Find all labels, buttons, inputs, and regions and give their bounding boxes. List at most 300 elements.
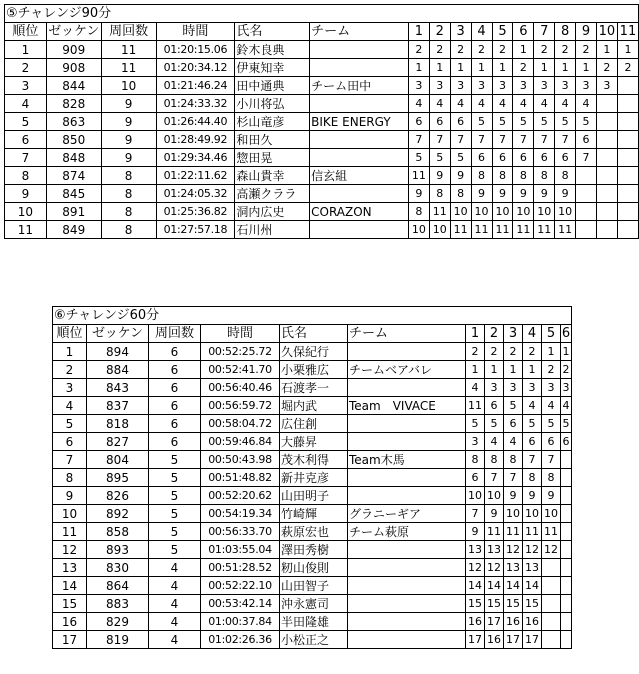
table-cell: 2	[513, 59, 534, 77]
table-cell: 7	[429, 131, 450, 149]
table-cell	[561, 595, 572, 613]
table-cell: 3	[492, 77, 513, 95]
table-row	[5, 77, 639, 95]
table-cell: 3	[429, 77, 450, 95]
table-cell: 10	[408, 221, 429, 239]
table-cell: 高瀬クララ	[235, 185, 310, 203]
table-cell: 2	[429, 41, 450, 59]
table-cell: 10	[429, 221, 450, 239]
table-row	[53, 415, 572, 433]
table-cell: 3	[561, 379, 572, 397]
table-cell: 11	[492, 221, 513, 239]
table-cell: 5	[429, 149, 450, 167]
table-cell: 8	[101, 221, 156, 239]
table-cell: 6	[408, 113, 429, 131]
table-cell: 6	[485, 397, 504, 415]
column-header: 11	[617, 23, 638, 41]
table-cell: 久保紀行	[280, 343, 348, 361]
table-cell: 2	[576, 41, 597, 59]
table-cell: 00:58:04.72	[201, 415, 280, 433]
table-cell: 4	[466, 379, 485, 397]
table-cell: 9	[513, 185, 534, 203]
table-cell: 909	[46, 41, 101, 59]
column-header: 2	[429, 23, 450, 41]
table-cell: 1	[534, 59, 555, 77]
table-cell: 11	[5, 221, 47, 239]
table-cell: チーム萩原	[348, 523, 466, 541]
table-cell: 15	[523, 595, 542, 613]
table-cell: 小栗雅広	[280, 361, 348, 379]
table-cell: チームベアバレ	[348, 361, 466, 379]
table-cell	[576, 221, 597, 239]
table-cell: 2	[596, 59, 617, 77]
table-cell: 10	[471, 203, 492, 221]
table-cell: 3	[576, 77, 597, 95]
table-cell: 9	[101, 95, 156, 113]
table-cell	[576, 203, 597, 221]
table-cell: 9	[429, 167, 450, 185]
table-cell: 7	[513, 131, 534, 149]
table-cell	[596, 221, 617, 239]
table-cell: 5	[149, 487, 201, 505]
table-cell	[617, 167, 638, 185]
table-row	[53, 613, 572, 631]
table-cell: 1	[523, 361, 542, 379]
table-cell: 819	[87, 631, 149, 649]
table-cell: 堀内武	[280, 397, 348, 415]
table-cell: 鈴木良典	[235, 41, 310, 59]
table-cell: 00:53:42.14	[201, 595, 280, 613]
table-cell: 892	[87, 505, 149, 523]
table-cell: 8	[485, 451, 504, 469]
column-header: 時間	[156, 23, 235, 41]
table2-header-row	[53, 325, 572, 343]
table-cell	[348, 433, 466, 451]
table-cell: 6	[450, 113, 471, 131]
table-cell: 1	[450, 59, 471, 77]
table-cell: 10	[485, 487, 504, 505]
table-cell: 和田久	[235, 131, 310, 149]
table-row	[53, 433, 572, 451]
table1-title: ⑤チャレンジ90分	[5, 5, 639, 23]
table-cell: 11	[101, 41, 156, 59]
column-header: 6	[513, 23, 534, 41]
table-cell: 827	[87, 433, 149, 451]
table-cell: 10	[101, 77, 156, 95]
table-cell: 6	[466, 469, 485, 487]
table-cell: 830	[87, 559, 149, 577]
table-cell: 6	[429, 113, 450, 131]
table-cell: 11	[471, 221, 492, 239]
table-cell: 11	[450, 221, 471, 239]
column-header: 7	[534, 23, 555, 41]
table-cell: 2	[534, 41, 555, 59]
table-cell: 5	[450, 149, 471, 167]
table-cell: 3	[513, 77, 534, 95]
table-cell: 9	[5, 185, 47, 203]
table-cell: 1	[429, 59, 450, 77]
column-header: 5	[492, 23, 513, 41]
table-cell: 10	[513, 203, 534, 221]
table-cell: 01:20:34.12	[156, 59, 235, 77]
table-cell: 15	[53, 595, 87, 613]
table-cell	[617, 185, 638, 203]
table-cell	[561, 487, 572, 505]
column-header: 時間	[201, 325, 280, 343]
column-header: 3	[450, 23, 471, 41]
table-cell: 8	[101, 167, 156, 185]
table-cell: 2	[408, 41, 429, 59]
table-cell: 洞内広史	[235, 203, 310, 221]
table-cell: 8	[5, 167, 47, 185]
table-cell: 00:59:46.84	[201, 433, 280, 451]
table-cell: 石川州	[235, 221, 310, 239]
table-cell	[310, 41, 409, 59]
table-cell	[348, 415, 466, 433]
table-cell: 4	[492, 95, 513, 113]
table-cell: 01:26:44.40	[156, 113, 235, 131]
table-cell	[561, 631, 572, 649]
table-cell: 6	[149, 361, 201, 379]
table-cell: 4	[53, 397, 87, 415]
table-cell: 843	[87, 379, 149, 397]
table-cell: 5	[149, 469, 201, 487]
table-cell: 17	[466, 631, 485, 649]
table-cell: 874	[46, 167, 101, 185]
table-cell: 3	[555, 77, 576, 95]
table-cell: 1	[53, 343, 87, 361]
table-cell: 3	[523, 379, 542, 397]
table-cell: 11	[485, 523, 504, 541]
table-cell: 4	[149, 559, 201, 577]
table-cell: 5	[149, 451, 201, 469]
table-cell	[617, 203, 638, 221]
table-cell: 845	[46, 185, 101, 203]
table-row	[53, 487, 572, 505]
column-header: ゼッケン	[48, 23, 100, 39]
table-cell: 14	[466, 577, 485, 595]
table1-header-row	[5, 23, 639, 41]
table-cell: 5	[471, 113, 492, 131]
table-cell: 828	[46, 95, 101, 113]
table-cell: 惣田晃	[235, 149, 310, 167]
table-cell: 17	[504, 631, 523, 649]
table-cell: 広住創	[280, 415, 348, 433]
table-cell: 837	[87, 397, 149, 415]
table-cell: 10	[450, 203, 471, 221]
table-cell: 4	[471, 95, 492, 113]
table-cell: 891	[46, 203, 101, 221]
table-cell: 16	[523, 613, 542, 631]
table-cell: 10	[542, 505, 561, 523]
table-cell: 883	[87, 595, 149, 613]
table-row	[53, 523, 572, 541]
table-cell: 2	[5, 59, 47, 77]
table-cell	[596, 131, 617, 149]
table-cell: 9	[542, 487, 561, 505]
table-cell: 16	[485, 631, 504, 649]
table-cell: 01:22:11.62	[156, 167, 235, 185]
table-cell: 3	[485, 379, 504, 397]
table-cell: 6	[542, 433, 561, 451]
table-cell: 01:27:57.18	[156, 221, 235, 239]
table-cell: 13	[485, 541, 504, 559]
table-cell	[542, 595, 561, 613]
table-cell: 12	[523, 541, 542, 559]
table-cell: 12	[53, 541, 87, 559]
table-cell	[310, 149, 409, 167]
table-cell: 9	[504, 487, 523, 505]
table-cell: 01:25:36.82	[156, 203, 235, 221]
table-cell: 2	[542, 361, 561, 379]
table-cell	[596, 167, 617, 185]
table-cell: 5	[485, 415, 504, 433]
table-cell: 16	[504, 613, 523, 631]
table-row	[5, 167, 639, 185]
table-cell: 6	[523, 433, 542, 451]
table-row	[5, 59, 639, 77]
table-cell: 01:29:34.46	[156, 149, 235, 167]
table-cell	[561, 505, 572, 523]
table-cell: 9	[101, 113, 156, 131]
column-header: 9	[576, 23, 597, 41]
table-cell	[561, 613, 572, 631]
table-cell: 5	[53, 415, 87, 433]
table-cell: 01:24:33.32	[156, 95, 235, 113]
table-cell: 10	[53, 505, 87, 523]
table-cell: 908	[46, 59, 101, 77]
table-row	[5, 131, 639, 149]
table-cell	[348, 379, 466, 397]
table-cell: 石渡孝一	[280, 379, 348, 397]
table-cell: 00:52:20.62	[201, 487, 280, 505]
table-cell: 7	[471, 131, 492, 149]
column-header: チーム	[348, 325, 466, 343]
table-cell: 4	[5, 95, 47, 113]
table-cell: 10	[504, 505, 523, 523]
table-cell: 11	[542, 523, 561, 541]
table-cell: 4	[561, 397, 572, 415]
table-cell: 2	[492, 41, 513, 59]
table-cell	[576, 185, 597, 203]
table-cell: 13	[504, 559, 523, 577]
table-row	[53, 469, 572, 487]
results-table-90min	[4, 4, 639, 239]
table-cell: 10	[492, 203, 513, 221]
table-cell: 1	[542, 343, 561, 361]
table-cell: 804	[87, 451, 149, 469]
table-cell: 14	[53, 577, 87, 595]
table-cell: 895	[87, 469, 149, 487]
table-cell: 6	[576, 131, 597, 149]
table-cell: 1	[485, 361, 504, 379]
table-cell: 5	[149, 505, 201, 523]
column-header: 3	[504, 325, 523, 343]
table-cell: 8	[504, 451, 523, 469]
table-cell: 4	[504, 433, 523, 451]
table-cell: グラニーギア	[348, 505, 466, 523]
column-header: 周回数	[149, 325, 201, 343]
table-cell: 1	[576, 59, 597, 77]
table-cell	[542, 613, 561, 631]
table-cell	[542, 559, 561, 577]
table-cell: 12	[504, 541, 523, 559]
table-cell: 2	[466, 343, 485, 361]
table-cell: 9	[523, 487, 542, 505]
table-cell: 00:50:43.98	[201, 451, 280, 469]
table-cell: 籾山俊則	[280, 559, 348, 577]
column-header: 順位	[53, 325, 87, 343]
table-cell: 7	[408, 131, 429, 149]
table-cell: 01:28:49.92	[156, 131, 235, 149]
table-cell: 4	[555, 95, 576, 113]
table-row	[5, 95, 639, 113]
table-cell	[617, 77, 638, 95]
table-cell: 5	[408, 149, 429, 167]
table-cell: 3	[53, 379, 87, 397]
table-cell	[561, 523, 572, 541]
table-row	[5, 185, 639, 203]
table-cell: 16	[53, 613, 87, 631]
table-cell: 9	[101, 131, 156, 149]
column-header: 10	[596, 23, 617, 41]
table-cell: 17	[485, 613, 504, 631]
table-cell: 2	[504, 343, 523, 361]
table-cell: 3	[5, 77, 47, 95]
table-cell: 9	[466, 523, 485, 541]
table-cell: 01:00:37.84	[201, 613, 280, 631]
column-header: ゼッケン	[87, 325, 149, 343]
table-cell	[576, 167, 597, 185]
table-cell	[617, 149, 638, 167]
table-cell: 4	[485, 433, 504, 451]
table-cell: 00:52:22.10	[201, 577, 280, 595]
table-cell: 2	[561, 361, 572, 379]
table-cell: 11	[523, 523, 542, 541]
table-cell: 1	[617, 41, 638, 59]
table-cell	[348, 595, 466, 613]
table-cell	[596, 185, 617, 203]
column-header: 5	[542, 325, 561, 343]
table-cell: 11	[408, 167, 429, 185]
table-cell: 11	[53, 523, 87, 541]
table-cell: 山田明子	[280, 487, 348, 505]
table-cell: 4	[429, 95, 450, 113]
table-cell: 10	[555, 203, 576, 221]
table-cell: 8	[542, 469, 561, 487]
table-cell	[348, 541, 466, 559]
table-cell: 5	[513, 113, 534, 131]
table-cell: 01:03:55.04	[201, 541, 280, 559]
table-cell: 15	[466, 595, 485, 613]
table-cell: 小松正之	[280, 631, 348, 649]
table-row	[53, 343, 572, 361]
table-cell	[596, 113, 617, 131]
table2-title-row	[53, 307, 572, 325]
table-cell: 8	[523, 469, 542, 487]
table-cell: 894	[87, 343, 149, 361]
table-cell: 6	[555, 149, 576, 167]
table-cell: 7	[576, 149, 597, 167]
column-header: 1	[408, 23, 429, 41]
table-cell: 8	[555, 167, 576, 185]
table-cell: 1	[471, 59, 492, 77]
table-cell	[561, 559, 572, 577]
table-cell: 2	[523, 343, 542, 361]
table-cell: 9	[408, 185, 429, 203]
table-cell	[561, 469, 572, 487]
table-cell: 00:56:33.70	[201, 523, 280, 541]
table-cell: 850	[46, 131, 101, 149]
table-cell	[617, 131, 638, 149]
table-cell	[617, 221, 638, 239]
table-cell: 9	[450, 167, 471, 185]
table-cell: 00:52:41.70	[201, 361, 280, 379]
table-cell: 9	[471, 185, 492, 203]
table-cell: 00:54:19.34	[201, 505, 280, 523]
table-cell: 7	[555, 131, 576, 149]
table-cell: 3	[466, 433, 485, 451]
table-cell: 大藤昇	[280, 433, 348, 451]
table-cell: 1	[513, 41, 534, 59]
table-cell: 7	[492, 131, 513, 149]
column-header: 6	[561, 325, 571, 341]
column-header: 順位	[5, 23, 47, 41]
table-cell: 3	[596, 77, 617, 95]
table-cell	[348, 469, 466, 487]
table-cell	[542, 631, 561, 649]
table-cell: 01:21:46.24	[156, 77, 235, 95]
table-cell: 1	[492, 59, 513, 77]
table-cell: 858	[87, 523, 149, 541]
table-cell: 8	[53, 469, 87, 487]
table-cell: 竹崎輝	[280, 505, 348, 523]
table-cell: 5	[561, 415, 572, 433]
table-row	[53, 631, 572, 649]
table-cell: 2	[471, 41, 492, 59]
table-cell: 沖永憲司	[280, 595, 348, 613]
table-cell: 4	[149, 631, 201, 649]
table-cell: 6	[5, 131, 47, 149]
table-cell: Team VIVACE	[348, 397, 466, 415]
table-cell: 4	[513, 95, 534, 113]
table-cell	[561, 541, 572, 559]
table-cell: 3	[542, 379, 561, 397]
table-cell: 伊東知幸	[235, 59, 310, 77]
table-cell: 山田智子	[280, 577, 348, 595]
table-cell: 17	[523, 631, 542, 649]
table-cell: 8	[534, 167, 555, 185]
table-cell: 11	[534, 221, 555, 239]
column-header: 氏名	[280, 325, 348, 343]
table-cell	[561, 451, 572, 469]
table-row	[53, 397, 572, 415]
table-cell	[596, 203, 617, 221]
table-cell: 3	[534, 77, 555, 95]
table-cell: Team木馬	[348, 451, 466, 469]
table-cell: 1	[504, 361, 523, 379]
table-cell: 2	[450, 41, 471, 59]
table-cell: 11	[555, 221, 576, 239]
table-cell: 茂木利得	[280, 451, 348, 469]
table-row	[5, 221, 639, 239]
table-cell: 14	[485, 577, 504, 595]
table-cell: 8	[471, 167, 492, 185]
table-cell: 6	[149, 343, 201, 361]
table-cell: 9	[53, 487, 87, 505]
table-cell	[310, 131, 409, 149]
table-cell: 4	[149, 595, 201, 613]
